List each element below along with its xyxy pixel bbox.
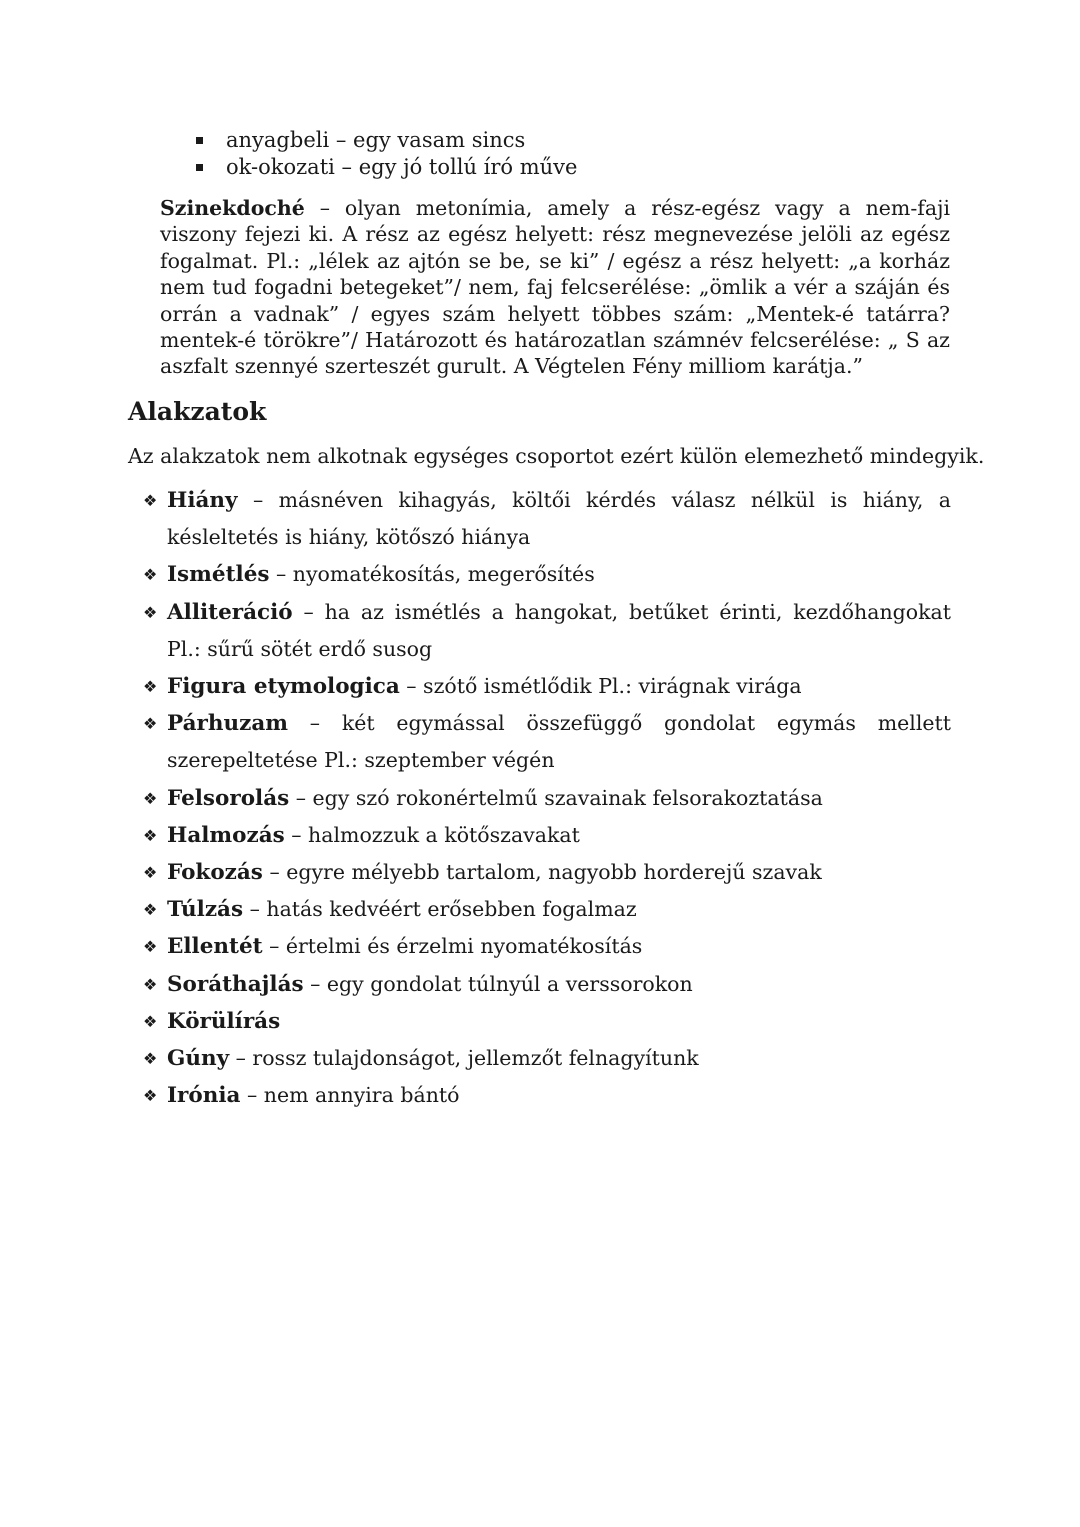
diamond-bullet-icon: ❖ xyxy=(143,565,158,585)
figure-desc: – ha az ismétlés a hangokat, betűket érinti, kezdőhangokat Pl.: sűrű sötét erdő susog xyxy=(167,599,951,661)
diamond-bullet-icon: ❖ xyxy=(143,1011,158,1031)
list-item xyxy=(143,891,951,928)
figure-term: Gúny xyxy=(167,1046,230,1072)
list-item xyxy=(143,705,951,779)
figure-term: Irónia xyxy=(167,1083,241,1109)
figure-desc: – egyre mélyebb tartalom, nagyobb horderejű szavak xyxy=(262,860,822,885)
figure-term: Fokozás xyxy=(167,860,263,886)
list-item xyxy=(143,780,951,817)
list-item xyxy=(143,854,951,891)
diamond-bullet-icon: ❖ xyxy=(143,788,158,808)
section-heading: Alakzatok xyxy=(128,397,267,426)
figure-desc: – halmozzuk a kötőszavakat xyxy=(284,822,580,847)
list-item xyxy=(196,127,577,154)
list-item xyxy=(143,594,951,668)
figure-term: Halmozás xyxy=(167,822,285,848)
figure-desc: – nyomatékosítás, megerősítés xyxy=(269,562,595,587)
list-item xyxy=(143,966,951,1003)
square-bullet-icon xyxy=(196,164,203,171)
figure-term: Soráthajlás xyxy=(167,971,304,997)
section-intro: Az alakzatok nem alkotnak egységes csoportot ezért külön elemezhető mindegyik. xyxy=(128,444,985,468)
diamond-bullet-icon: ❖ xyxy=(143,1086,158,1106)
figure-term: Párhuzam xyxy=(167,711,289,737)
list-item xyxy=(143,1077,951,1114)
figure-desc: – két egymással összefüggő gondolat egymás mellett szerepeltetése Pl.: szeptember végén xyxy=(167,711,951,773)
figure-desc: – egy gondolat túlnyúl a verssorokon xyxy=(303,971,693,996)
list-item xyxy=(196,154,577,181)
list-item xyxy=(143,1040,951,1077)
list-item xyxy=(143,668,951,705)
diamond-bullet-icon: ❖ xyxy=(143,602,158,622)
synecdoche-paragraph xyxy=(160,195,950,380)
diamond-bullet-icon: ❖ xyxy=(143,825,158,845)
diamond-bullet-icon: ❖ xyxy=(143,1049,158,1069)
figure-desc: – egy szó rokonértelmű szavainak felsorakoztatása xyxy=(289,785,823,810)
figure-term: Felsorolás xyxy=(167,785,290,811)
synecdoche-text: – olyan metonímia, amely a rész-egész vagy a nem-faji viszony fejezi ki. A rész az egész helyett: rész megnevezése jelöli az egész fogalmat. Pl.: „lélek az ajtón se be, se ki” / egész a rész helyett: „a korház nem tud fogadni betegeket”/ nem, faj felcserélése: „ömlik a vér a száján és orrán a vadnak” / egyes szám helyett többes szám: „Mentek-é tatárra? mentek-é törökre”/ Határozott és határozatlan számnév felcserélése: „ S az aszfalt szennyé szerteszét gurult. A Végtelen Fény milliom karátja.” xyxy=(160,196,950,379)
list-item xyxy=(143,817,951,854)
list-item-text: ok-okozati – egy jó tollú író műve xyxy=(226,155,578,179)
list-item-text: anyagbeli – egy vasam sincs xyxy=(226,128,526,152)
figure-desc: – értelmi és érzelmi nyomatékosítás xyxy=(262,934,643,959)
figure-desc: – másnéven kihagyás, költői kérdés válasz nélkül is hiány, a késleltetés is hiány, kötőszó hiánya xyxy=(167,488,951,550)
diamond-bullet-icon: ❖ xyxy=(143,677,158,697)
figure-term: Ismétlés xyxy=(167,562,270,588)
figure-term: Körülírás xyxy=(167,1008,281,1034)
list-item xyxy=(143,1003,951,1040)
figures-list xyxy=(143,482,951,1114)
diamond-bullet-icon: ❖ xyxy=(143,937,158,957)
diamond-bullet-icon: ❖ xyxy=(143,863,158,883)
square-bullet-icon xyxy=(196,137,203,144)
list-item xyxy=(143,556,951,593)
diamond-bullet-icon: ❖ xyxy=(143,714,158,734)
figure-desc: – rossz tulajdonságot, jellemzőt felnagyítunk xyxy=(229,1046,699,1071)
list-item xyxy=(143,928,951,965)
figure-term: Hiány xyxy=(167,488,238,513)
figure-desc: – nem annyira bántó xyxy=(240,1083,460,1108)
figure-term: Ellentét xyxy=(167,934,263,960)
sub-type-list xyxy=(196,127,577,181)
figure-desc: – szótő ismétlődik Pl.: virágnak virága xyxy=(399,674,802,699)
synecdoche-term: Szinekdoché xyxy=(160,196,305,220)
figure-desc: – hatás kedvéért erősebben fogalmaz xyxy=(243,897,637,922)
list-item xyxy=(143,482,951,556)
figure-term: Túlzás xyxy=(167,897,244,923)
diamond-bullet-icon: ❖ xyxy=(143,900,158,920)
diamond-bullet-icon: ❖ xyxy=(143,974,158,994)
diamond-bullet-icon: ❖ xyxy=(143,491,158,510)
figure-term: Figura etymologica xyxy=(167,674,400,700)
figure-term: Alliteráció xyxy=(167,599,293,625)
